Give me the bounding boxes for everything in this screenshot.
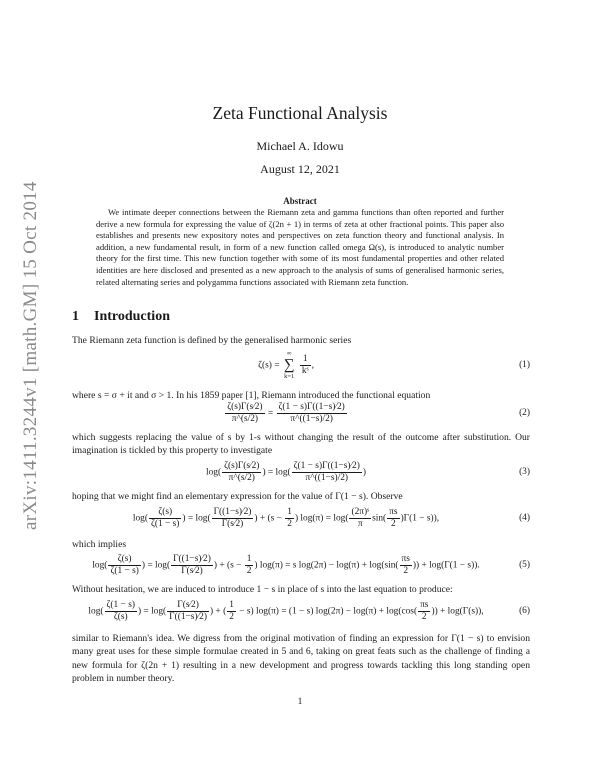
eq3-number: (3): [519, 467, 530, 477]
paragraph-3: which suggests replacing the value of s by 1-s without changing the result of the outcome after substitution. Our imagination is tickled by this property to investigate: [72, 432, 530, 457]
author-name: Michael A. Idowu: [256, 139, 344, 153]
section-heading: [72, 309, 170, 325]
paper-title: Zeta Functional Analysis: [212, 103, 388, 123]
paragraph-2: where s = σ + it and σ > 1. In his 1859 paper [1], Riemann introduced the functional equation: [72, 390, 431, 401]
eq4-number: (4): [519, 513, 530, 523]
sum-lower: k=1: [284, 373, 295, 380]
eq2-number: (2): [519, 408, 530, 418]
paragraph-1: The Riemann zeta function is defined by the generalised harmonic series: [72, 335, 352, 346]
section-number: 1: [72, 309, 79, 324]
equation-1: ζ(s) = ∞ ∑ k=1 $\frac{1}{\text{kˢ}}$ , (1): [258, 350, 530, 380]
paragraph-7: similar to Riemann's idea. We digress from the original motivation of finding an expression for Γ(1 − s) to envision many great uses for these simple formulae created in 5 and 6, taking on great feats such as the challenge of finding a new formula for ζ(2n + 1) resulting in a new development and progress towards tackling this long standing open problem in number theory.: [72, 633, 530, 685]
page-number: 1: [297, 697, 303, 707]
equation-3: log( $\frac{\zeta(s)\Gamma(s⁄2)}{\pi\^{}(s/2)}$ ) = log( $\frac{\zeta(1 - s)\Gamma((1-s)⁄2)}{\pi\^{}((1-s)/2)}$ ) (3): [205, 461, 530, 483]
paragraph-4: hoping that we might find an elementary expression for the value of Γ(1 − s). Observe: [72, 491, 403, 502]
eq1-fraction: $\frac{1}{\text{kˢ}}$: [301, 354, 309, 376]
equation-6: log( $\frac{\zeta(1 - s)}{\zeta(s)}$ ) = log( $\frac{\Gamma(s⁄2)}{\Gamma((1-s)⁄2)}$ ) + ( $\frac{1}{2}$ − s) log(π) = (1 − s) log(2π) − log(π) + log(cos( $\frac{\pi s}{2}$ )) + log(Γ(s)), (6): [88, 600, 530, 622]
paragraph-6: Without hesitation, we are induced to introduce 1 − s in place of s into the last equation to produce:: [72, 584, 453, 595]
sum-operator: ∞ ∑ k=1: [283, 350, 295, 380]
sum-upper: ∞: [286, 350, 292, 357]
eq5-number: (5): [519, 560, 530, 570]
equation-5: log( $\frac{\zeta(s)}{\zeta(1 - s)}$ ) = log( $\frac{\Gamma((1-s)⁄2)}{\Gamma(s⁄2)}$ ) + (s − $\frac{1}{2}$ ) log(π) = s log(2π) − log(π) + log(sin( $\frac{\pi s}{2}$ )) + log(Γ(1 − s)). (5): [92, 554, 530, 576]
arxiv-stamp: arXiv:1411.3244v1 [math.GM] 15 Oct 2014: [20, 181, 41, 530]
eq6-number: (6): [519, 606, 530, 616]
abstract-text: We intimate deeper connections between the Riemann zeta and gamma functions than often reported and further derive a new formula for expressing the value of ζ(2n + 1) in terms of zeta at other fractional points. This paper also establishes and presents new expository notes and perspectives on zeta function theory and functional analysis. In addition, a new fundamental result, in form of a new function called omega Ω(s), is introduced to analytic number theory for the first time. This new function together with some of its most fundamental properties and other related identities are here disclosed and presented as a new approach to the analysis of sums of generalised harmonic series, related alternating series and polygamma functions associated with Riemann zeta function.: [96, 207, 504, 287]
eq1-lhs: ζ(s) =: [258, 360, 280, 371]
eq1-number: (1): [519, 360, 530, 370]
equation-2: $\frac{\zeta(s)\Gamma(s⁄2)}{\pi\^{}(s/2)}$ = $\frac{\zeta(1 - s)\Gamma((1-s)⁄2)}{\pi\^{}((1-s)/2)}$ (2): [227, 402, 530, 424]
section-title: Introduction: [94, 309, 170, 324]
paragraph-5: which implies: [72, 539, 127, 550]
equation-4: log( $\frac{\zeta(s)}{\zeta(1 - s)}$ ) = log( $\frac{\Gamma((1-s)⁄2)}{\Gamma(s⁄2)}$ ) + (s − $\frac{1}{2}$ ) log(π) = log( $\frac{\text{(2π)ˢ}}{\pi}$ sin( $\frac{\pi s}{2}$ )Γ(1 − s)), (4): [132, 507, 530, 529]
abstract-heading: Abstract: [283, 196, 317, 206]
paper-date: August 12, 2021: [260, 162, 340, 176]
